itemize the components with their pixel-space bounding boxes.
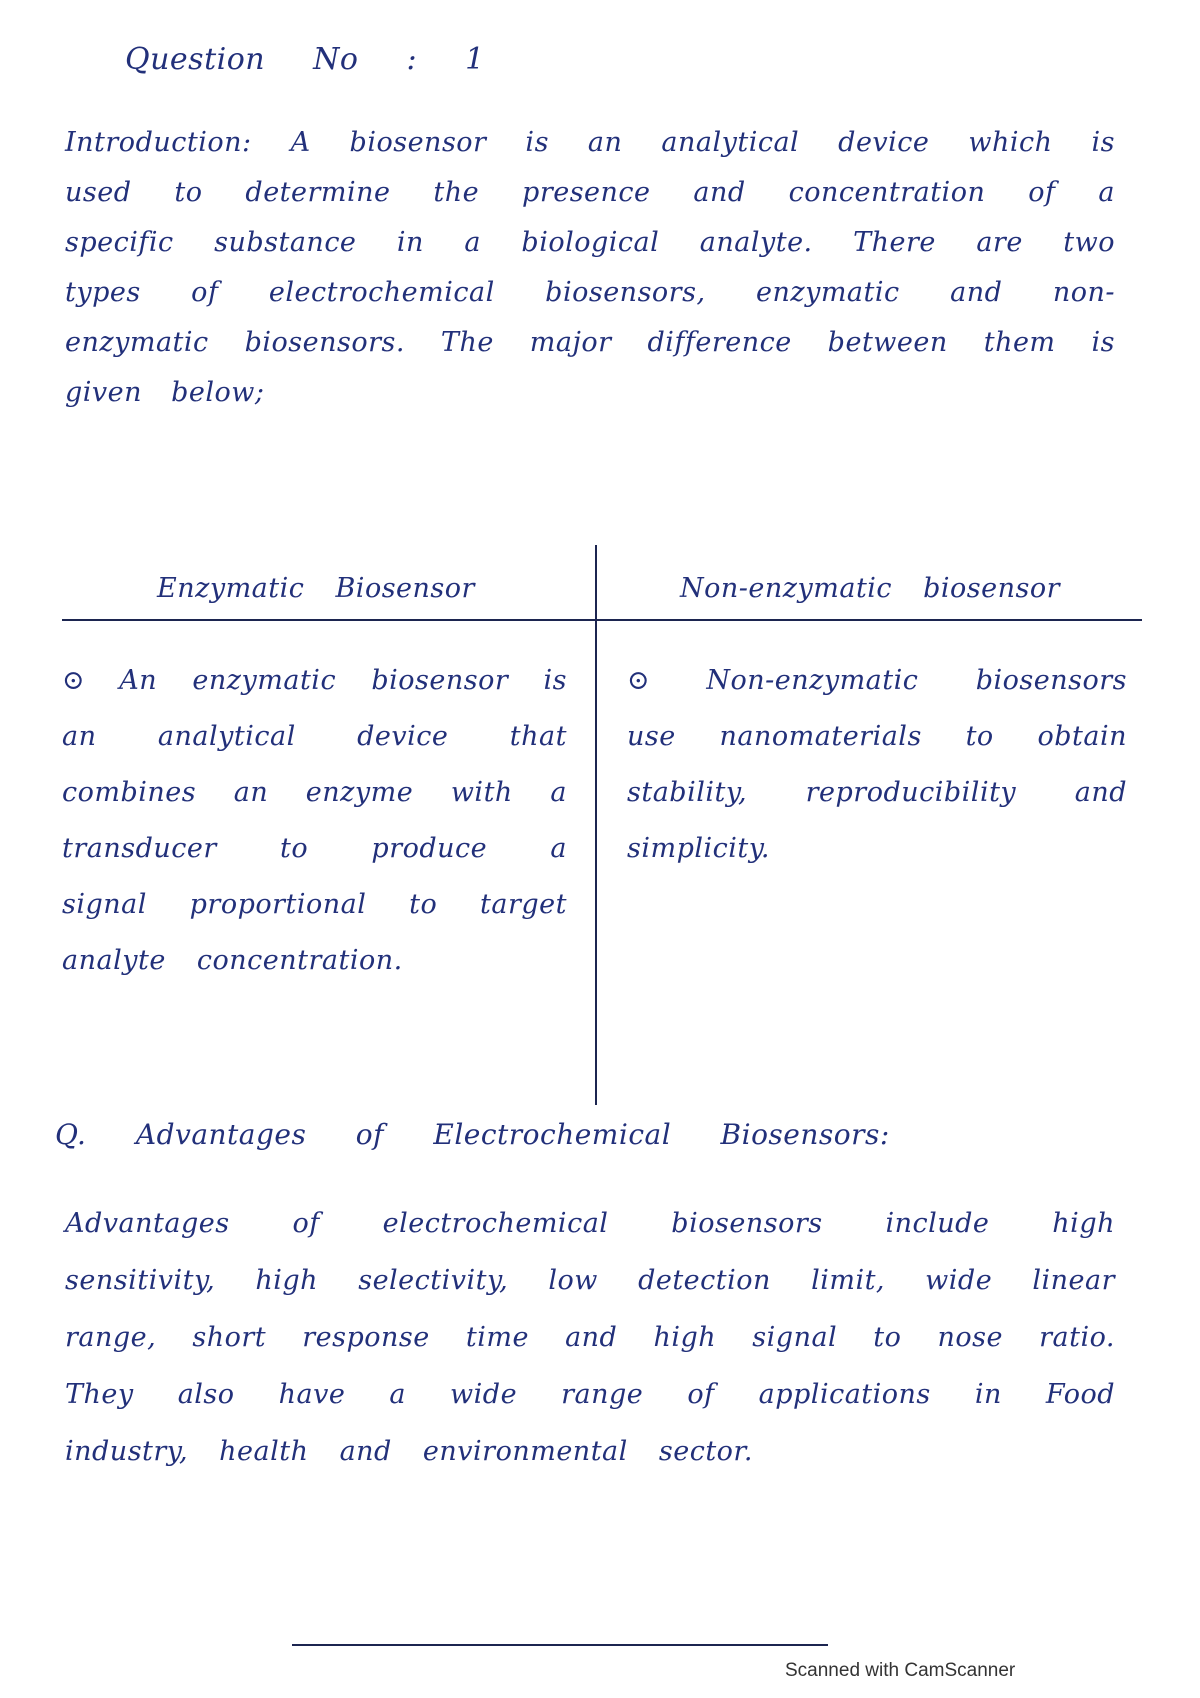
question-title: Question No : 1 (125, 42, 485, 77)
table-column-divider (595, 545, 597, 1105)
advantages-paragraph: Advantages of electrochemical biosensors include high sensitivity, high selectivity, low detection limit, wide linear range, short response time and high signal to nose ratio. They also have a wide range of applications in Food industry, health and environmental sector. (65, 1208, 1115, 1467)
introduction-paragraph: Introduction: A biosensor is an analytical device which is used to determine the presence and concentration of a specific substance in a biological analyte. There are two types of electrochemical biosensors, enzymatic and non-enzymatic biosensors. The major difference between them is given below; (65, 127, 1115, 408)
advantages-heading: Q. Advantages of Electrochemical Biosensors: (55, 1118, 890, 1151)
enzymatic-text: An enzymatic biosensor is an analytical device that combines an enzyme with a transducer to produce a signal proportional to target analyte concentration. (62, 665, 567, 976)
comparison-table (62, 545, 1142, 1105)
end-rule (292, 1644, 828, 1646)
non-enzymatic-text: Non-enzymatic biosensors use nanomaterials to obtain stability, reproducibility and simplicity. (627, 665, 1127, 864)
non-enzymatic-header: Non-enzymatic biosensor (680, 573, 1061, 604)
scanner-watermark: Scanned with CamScanner (785, 1660, 1016, 1681)
enzymatic-header: Enzymatic Biosensor (157, 573, 475, 604)
table-header-rule (62, 619, 1142, 621)
bullet-icon: ⊙ (627, 665, 651, 696)
non-enzymatic-description (627, 653, 1127, 877)
enzymatic-description (62, 653, 567, 989)
bullet-icon: ⊙ (62, 665, 86, 696)
